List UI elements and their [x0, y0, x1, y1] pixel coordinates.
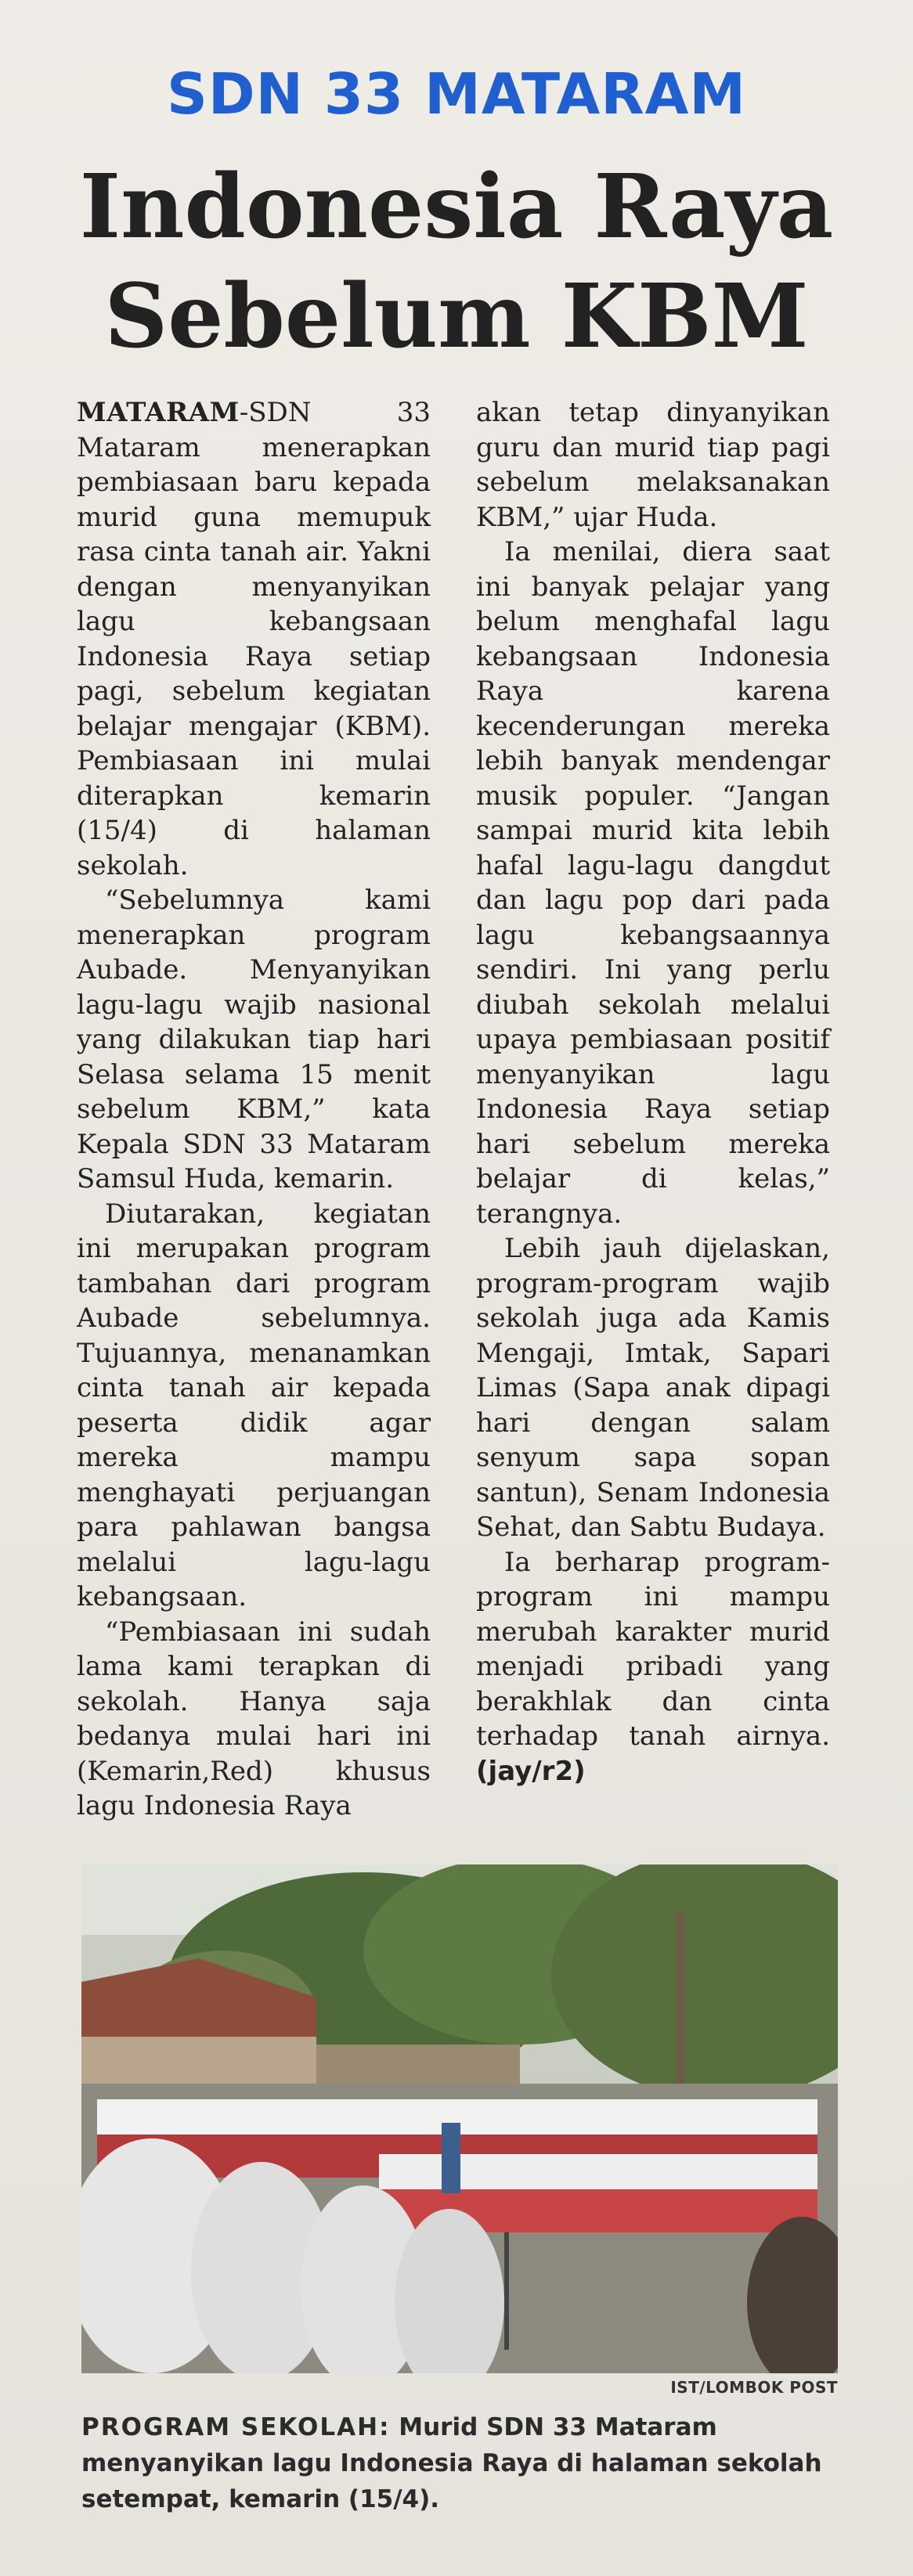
- photo-credit: IST/LOMBOK POST: [670, 2378, 838, 2397]
- dateline: MATARAM: [77, 397, 240, 428]
- article-column-left: [77, 395, 431, 1824]
- article-paragraph: “Pembiasaan ini sudah lama kami terapkan di sekolah. Hanya saja bedanya mulai hari ini (Kemarin,Red) khusus lagu Indonesia Raya: [77, 1616, 431, 1821]
- paragraph-text: Ia berharap program-program ini mampu merubah karakter murid menjadi pribadi yang berakhlak dan cinta terhadap tanah airnya.: [476, 1546, 830, 1752]
- headline-line-2: Sebelum KBM: [104, 265, 809, 368]
- article-paragraph: akan tetap dinyanyikan guru dan murid tiap pagi sebelum melaksanakan KBM,” ujar Huda.: [476, 397, 830, 533]
- paragraph-text: -SDN 33 Mataram menerapkan pembiasaan baru kepada murid guna memupuk rasa cinta tanah air. Yakni dengan menyanyikan lagu kebangsaan Indonesia Raya setiap pagi, sebelum kegiatan belajar mengajar (KBM). Pembiasaan ini mulai diterapkan kemarin (15/4) di halaman sekolah.: [77, 397, 431, 881]
- article-photo: [81, 1864, 838, 2373]
- article-paragraph: “Sebelumnya kami menerapkan program Aubade. Menyanyikan lagu-lagu wajib nasional yang dilakukan tiap hari Selasa selama 15 menit sebelum KBM,” kata Kepala SDN 33 Mataram Samsul Huda, kemarin.: [77, 884, 431, 1194]
- schoolyard-photo-illustration: [81, 1864, 838, 2373]
- photo-caption: [81, 2409, 838, 2517]
- headline: [0, 153, 913, 372]
- article-column-right: [476, 395, 830, 1789]
- caption-text: Murid SDN 33 Mataram menyanyikan lagu Indonesia Raya di halaman sekolah setempat, kemarin (15/4).: [81, 2413, 822, 2513]
- headline-line-1: Indonesia Raya: [79, 156, 834, 258]
- section-kicker: SDN 33 MATARAM: [166, 61, 747, 127]
- article-paragraph: Ia menilai, diera saat ini banyak pelajar yang belum menghafal lagu kebangsaan Indonesia Raya karena kecenderungan mereka lebih banyak mendengar musik populer. “Jangan sampai murid kita lebih hafal lagu-lagu dangdut dan lagu pop dari pada lagu kebangsaannya sendiri. Ini yang perlu diubah sekolah melalui upaya pembiasaan positif menyanyikan lagu Indonesia Raya setiap hari sebelum mereka belajar di kelas,” terangnya.: [476, 536, 830, 1230]
- article-paragraph: Diutarakan, kegiatan ini merupakan program tambahan dari program Aubade sebelumnya. Tujuannya, menanamkan cinta tanah air kepada peserta didik agar mereka mampu menghayati perjuangan para pahlawan bangsa melalui lagu-lagu kebangsaan.: [77, 1198, 431, 1612]
- article-paragraph: [476, 1545, 830, 1789]
- caption-label: PROGRAM SEKOLAH:: [81, 2413, 391, 2441]
- article-paragraph: Lebih jauh dijelaskan, program-program wajib sekolah juga ada Kamis Mengaji, Imtak, Sapari Limas (Sapa anak dipagi hari dengan salam senyum sapa sopan santun), Senam Indonesia Sehat, dan Sabtu Budaya.: [476, 1233, 830, 1543]
- author-signoff: (jay/r2): [476, 1755, 586, 1787]
- article-paragraph: [77, 395, 431, 883]
